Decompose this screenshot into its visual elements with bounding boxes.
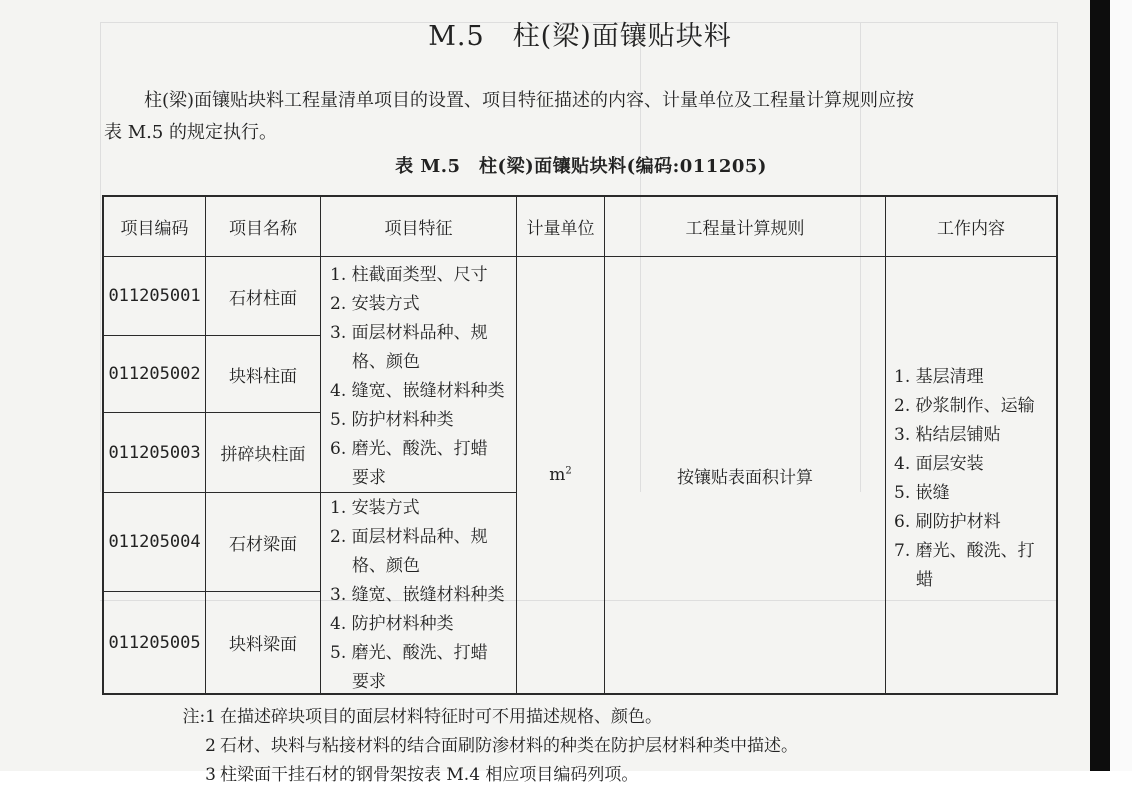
item-name: 块料柱面 bbox=[229, 366, 297, 387]
item-code: 011205004 bbox=[108, 532, 201, 552]
feature-item: 6. 磨光、酸洗、打蜡 bbox=[330, 439, 488, 459]
work-item: 3. 粘结层铺贴 bbox=[894, 425, 1001, 445]
item-name: 石材梁面 bbox=[229, 534, 297, 555]
table-notes bbox=[156, 703, 798, 790]
unit-exponent: 2 bbox=[565, 465, 572, 477]
feature-list-column bbox=[330, 261, 516, 493]
work-content-list bbox=[894, 363, 1056, 595]
feature-item: 要求 bbox=[352, 672, 386, 692]
item-code: 011205001 bbox=[108, 286, 201, 306]
feature-item: 3. 面层材料品种、规 bbox=[330, 323, 488, 343]
item-name: 石材柱面 bbox=[229, 288, 297, 309]
header-work: 工作内容 bbox=[937, 219, 1005, 239]
header-code: 项目编码 bbox=[120, 219, 189, 239]
intro-paragraph bbox=[104, 85, 1064, 149]
section-title: M.5 柱(梁)面镶贴块料 bbox=[428, 21, 732, 52]
note-row bbox=[156, 732, 798, 761]
work-item: 7. 磨光、酸洗、打 bbox=[894, 541, 1035, 561]
feature-item: 要求 bbox=[352, 468, 386, 488]
feature-list-beam bbox=[330, 494, 516, 697]
table-caption: 表 M.5 柱(梁)面镶贴块料(编码:011205) bbox=[395, 156, 767, 177]
ghost-rule bbox=[100, 22, 101, 492]
note-text: 在描述碎块项目的面层材料特征时可不用描述规格、颜色。 bbox=[220, 707, 662, 727]
note-row bbox=[156, 761, 798, 790]
header-unit: 计量单位 bbox=[526, 219, 595, 239]
note-text: 柱梁面干挂石材的钢骨架按表 M.4 相应项目编码列项。 bbox=[220, 765, 639, 785]
scan-margin bbox=[1110, 0, 1132, 771]
item-code: 011205005 bbox=[108, 632, 201, 653]
table-border-right bbox=[1056, 195, 1058, 695]
feature-item: 4. 防护材料种类 bbox=[330, 614, 454, 634]
intro-line-2: 表 M.5 的规定执行。 bbox=[104, 122, 278, 143]
feature-item: 3. 缝宽、嵌缝材料种类 bbox=[330, 585, 505, 605]
feature-item: 格、颜色 bbox=[352, 556, 420, 576]
item-code: 011205002 bbox=[108, 364, 201, 384]
feature-item: 5. 防护材料种类 bbox=[330, 410, 454, 430]
feature-item: 4. 缝宽、嵌缝材料种类 bbox=[330, 381, 505, 401]
note-label: 3 bbox=[205, 765, 216, 785]
unit-base: m bbox=[549, 465, 566, 485]
note-text: 石材、块料与粘接材料的结合面刷防渗材料的种类在防护层材料种类中描述。 bbox=[220, 736, 798, 756]
intro-line-1: 柱(梁)面镶贴块料工程量清单项目的设置、项目特征描述的内容、计量单位及工程量计算规则应按 bbox=[144, 90, 915, 111]
note-label: 注:1 bbox=[182, 707, 216, 727]
work-item: 5. 嵌缝 bbox=[894, 483, 950, 503]
feature-item: 1. 安装方式 bbox=[330, 498, 420, 518]
column-divider bbox=[885, 195, 886, 695]
work-item: 2. 砂浆制作、运输 bbox=[894, 396, 1035, 416]
work-item: 6. 刷防护材料 bbox=[894, 512, 1001, 532]
feature-item: 格、颜色 bbox=[352, 352, 420, 372]
feature-item: 5. 磨光、酸洗、打蜡 bbox=[330, 643, 488, 663]
feature-item: 2. 安装方式 bbox=[330, 294, 420, 314]
table-border-bottom bbox=[102, 693, 1058, 695]
item-name: 拼碎块柱面 bbox=[220, 445, 306, 465]
item-name: 块料梁面 bbox=[229, 635, 297, 655]
work-item: 4. 面层安装 bbox=[894, 454, 984, 474]
work-item: 蜡 bbox=[916, 570, 933, 590]
note-label: 2 bbox=[205, 736, 216, 756]
unit-cell bbox=[517, 257, 604, 693]
scan-edge-shadow bbox=[1090, 0, 1110, 771]
spec-table bbox=[102, 195, 1058, 695]
header-rule: 工程量计算规则 bbox=[685, 219, 805, 239]
column-divider bbox=[320, 195, 321, 695]
rule-cell: 按镶贴表面积计算 bbox=[677, 467, 813, 488]
header-name: 项目名称 bbox=[229, 219, 297, 239]
header-features: 项目特征 bbox=[384, 219, 453, 239]
feature-item: 2. 面层材料品种、规 bbox=[330, 527, 488, 547]
item-code: 011205003 bbox=[108, 442, 201, 463]
note-row bbox=[156, 703, 798, 732]
feature-item: 1. 柱截面类型、尺寸 bbox=[330, 265, 488, 285]
work-item: 1. 基层清理 bbox=[894, 367, 984, 387]
